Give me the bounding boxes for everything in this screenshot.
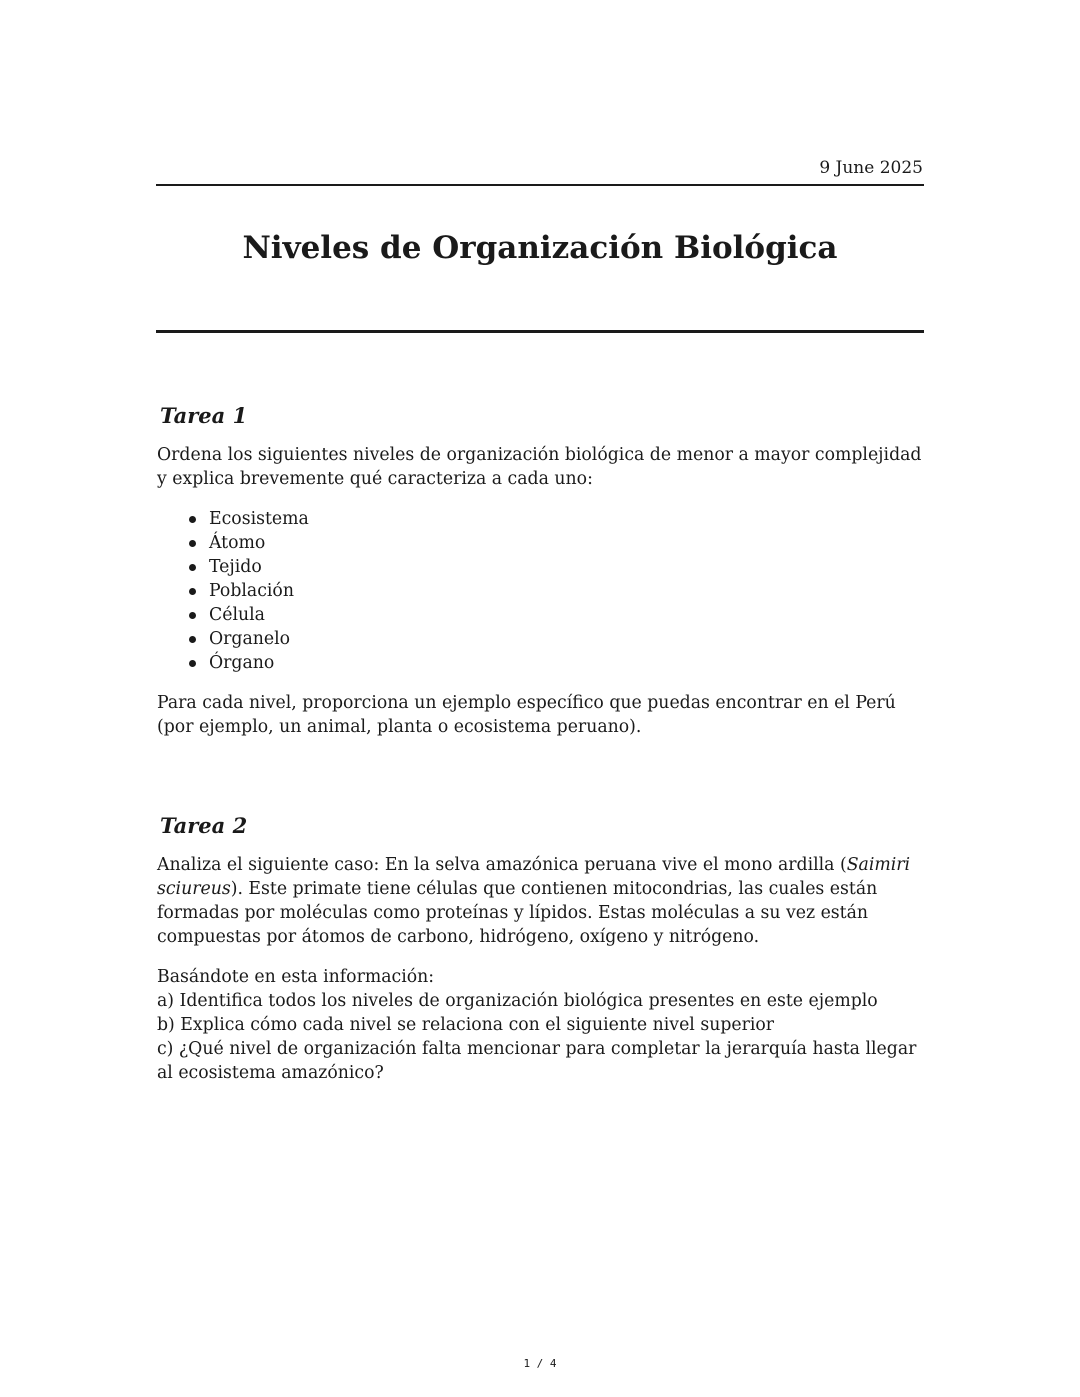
page-title: Niveles de Organización Biológica <box>242 230 838 266</box>
task-1-closing: Para cada nivel, proporciona un ejemplo específico que puedas encontrar en el Perú (por ejemplo, un animal, planta o ecosistema peruano). <box>157 693 896 737</box>
list-item: Órgano <box>209 651 925 675</box>
list-item: Ecosistema <box>209 507 925 531</box>
task-2-case-after: ). Este primate tiene células que contienen mitocondrias, las cuales están formadas por moléculas como proteínas y lípidos. Estas moléculas a su vez están compuestas por átomos de carbono, hidrógeno, oxígeno y nitrógeno. <box>157 879 878 947</box>
header-divider <box>156 184 924 186</box>
task-1-intro: Ordena los siguientes niveles de organización biológica de menor a mayor complejidad y explica brevemente qué caracteriza a cada uno: <box>157 445 922 489</box>
question-c: c) ¿Qué nivel de organización falta mencionar para completar la jerarquía hasta llegar al ecosistema amazónico? <box>157 1039 917 1083</box>
task-2-heading: Tarea 2 <box>160 813 248 838</box>
task-2-prompt: Basándote en esta información: <box>157 967 435 987</box>
task-2-questions <box>157 965 925 1085</box>
task-1-level-list <box>157 507 925 675</box>
task-1-heading: Tarea 1 <box>160 403 248 428</box>
question-a: a) Identifica todos los niveles de organización biológica presentes en este ejemplo <box>157 991 878 1011</box>
page-number: 1 / 4 <box>523 1357 557 1370</box>
list-item: Célula <box>209 603 925 627</box>
document-body <box>157 401 925 1101</box>
task-1-section <box>157 401 925 739</box>
task-2-section <box>157 811 925 1085</box>
question-b: b) Explica cómo cada nivel se relaciona con el siguiente nivel superior <box>157 1015 775 1035</box>
species-name: Saimiri sciureus <box>157 855 911 899</box>
header-date: 9 June 2025 <box>819 158 923 178</box>
list-item: Organelo <box>209 627 925 651</box>
task-2-case-before: Analiza el siguiente caso: En la selva amazónica peruana vive el mono ardilla ( <box>157 855 847 875</box>
list-item: Tejido <box>209 555 925 579</box>
title-divider <box>156 330 924 333</box>
section-spacer <box>157 755 925 811</box>
list-item: Población <box>209 579 925 603</box>
list-item: Átomo <box>209 531 925 555</box>
task-2-case <box>157 853 925 949</box>
